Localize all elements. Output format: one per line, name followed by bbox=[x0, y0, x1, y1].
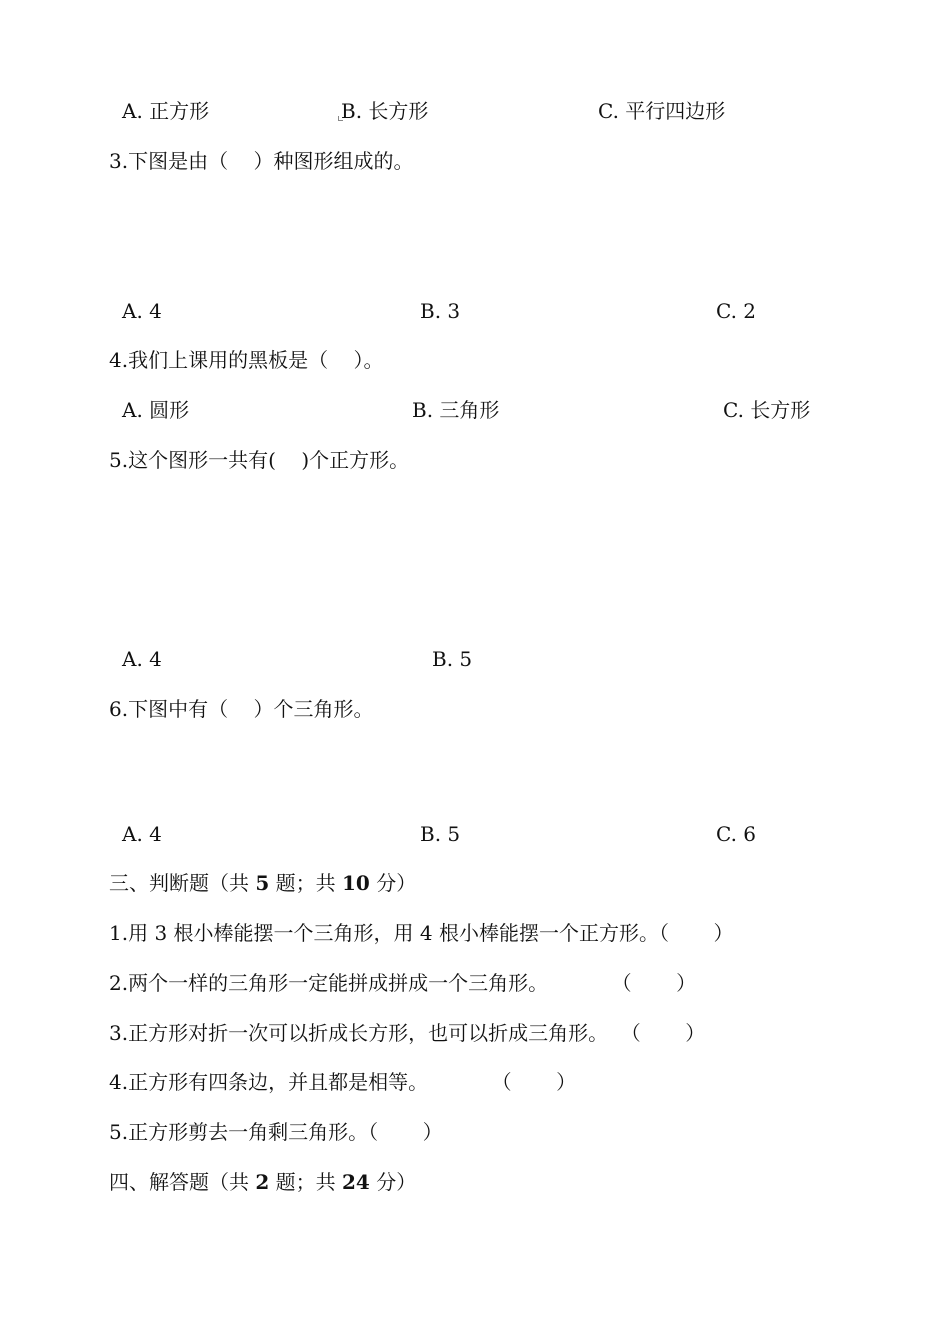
judgment-item-2: 2.两个一样的三角形一定能拼成拼成一个三角形。 （ ） bbox=[109, 971, 697, 995]
q6-option-a: A. 4 bbox=[122, 822, 162, 846]
q4-option-a: A. 圆形 bbox=[122, 398, 190, 422]
q6-option-b: B. 5 bbox=[420, 822, 461, 846]
section4-heading: 四、解答题（共 2 题；共 24 分） bbox=[109, 1170, 417, 1194]
q3-option-a: A. 4 bbox=[122, 299, 162, 323]
q3-option-c: C. 2 bbox=[716, 299, 757, 323]
judgment-item-1: 1.用 3 根小棒能摆一个三角形，用 4 根小棒能摆一个正方形。（ ） bbox=[109, 921, 734, 945]
q4-option-b: B. 三角形 bbox=[412, 398, 500, 422]
q2-option-c: C. 平行四边形 bbox=[598, 99, 726, 123]
section3-heading: 三、判断题（共 5 题；共 10 分） bbox=[109, 871, 417, 895]
q3-stem: 3.下图是由（ ）种图形组成的。 bbox=[109, 149, 414, 173]
q5-option-b: B. 5 bbox=[432, 647, 473, 671]
q6-option-c: C. 6 bbox=[716, 822, 757, 846]
q5-option-a: A. 4 bbox=[122, 647, 162, 671]
q4-option-c: C. 长方形 bbox=[723, 398, 811, 422]
q4-stem: 4.我们上课用的黑板是（ ）。 bbox=[109, 348, 384, 372]
judgment-item-3: 3.正方形对折一次可以折成长方形，也可以折成三角形。 （ ） bbox=[109, 1021, 706, 1045]
q3-option-b: B. 3 bbox=[420, 299, 461, 323]
q2-option-a: A. 正方形 bbox=[122, 99, 210, 123]
judgment-item-4: 4.正方形有四条边，并且都是相等。 （ ） bbox=[109, 1070, 577, 1094]
judgment-item-5: 5.正方形剪去一角剩三角形。（ ） bbox=[109, 1120, 443, 1144]
q2-option-b: B. 长方形 bbox=[341, 99, 429, 123]
q6-stem: 6.下图中有（ ）个三角形。 bbox=[109, 697, 374, 721]
q5-stem: 5.这个图形一共有( )个正方形。 bbox=[109, 448, 410, 472]
